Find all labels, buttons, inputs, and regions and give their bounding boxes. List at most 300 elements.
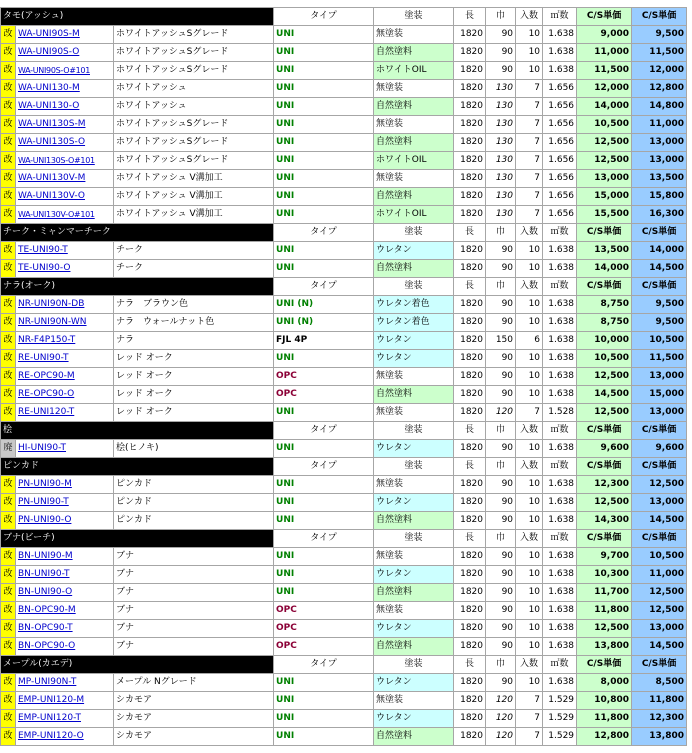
- width-cell: 90: [486, 440, 516, 458]
- status-mark: 改: [1, 44, 16, 62]
- width-cell: 90: [486, 368, 516, 386]
- length-cell: 1820: [454, 674, 486, 692]
- area-cell: 1.638: [543, 332, 577, 350]
- product-code-cell: [16, 80, 114, 98]
- finish-cell: 無塗装: [374, 404, 454, 422]
- product-code-link[interactable]: TE-UNI90-T: [18, 245, 68, 255]
- price-1-cell: 12,500: [577, 494, 632, 512]
- qty-cell: 10: [516, 638, 543, 656]
- qty-cell: 7: [516, 728, 543, 746]
- length-cell: 1820: [454, 602, 486, 620]
- area-cell: 1.529: [543, 692, 577, 710]
- status-mark: 改: [1, 314, 16, 332]
- price-1-cell: 13,000: [577, 170, 632, 188]
- table-row: [1, 314, 687, 332]
- length-cell: 1820: [454, 566, 486, 584]
- table-row: [1, 512, 687, 530]
- price-1-cell: 9,600: [577, 440, 632, 458]
- finish-cell: 自然塗料: [374, 728, 454, 746]
- table-row: [1, 26, 687, 44]
- finish-cell: ウレタン: [374, 350, 454, 368]
- product-code-link[interactable]: HI-UNI90-T: [18, 443, 67, 453]
- product-code-link[interactable]: WA-UNI130S-O: [18, 137, 86, 147]
- table-row: [1, 548, 687, 566]
- product-code-link[interactable]: EMP-UNI120-O: [18, 731, 84, 741]
- area-cell: 1.638: [543, 260, 577, 278]
- length-cell: 1820: [454, 584, 486, 602]
- status-mark: 改: [1, 476, 16, 494]
- status-mark: 改: [1, 386, 16, 404]
- product-code-cell: [16, 206, 114, 224]
- product-code-cell: [16, 170, 114, 188]
- product-code-link[interactable]: PN-UNI90-T: [18, 497, 69, 507]
- length-cell: 1820: [454, 386, 486, 404]
- product-code-cell: [16, 98, 114, 116]
- product-name: メープル Nグレード: [114, 674, 274, 692]
- product-name: ホワイトアッシュSグレード: [114, 134, 274, 152]
- length-cell: 1820: [454, 350, 486, 368]
- header-price-1: C/S単価: [577, 8, 632, 26]
- finish-cell: 無塗装: [374, 116, 454, 134]
- price-2-cell: 12,500: [632, 584, 687, 602]
- header-area: ㎡数: [543, 458, 577, 476]
- price-1-cell: 12,500: [577, 620, 632, 638]
- price-2-cell: 12,800: [632, 80, 687, 98]
- length-cell: 1820: [454, 620, 486, 638]
- price-1-cell: 9,700: [577, 548, 632, 566]
- product-code-link[interactable]: WA-UNI130S-M: [18, 119, 86, 129]
- product-code-link[interactable]: BN-UNI90-O: [18, 587, 73, 597]
- product-code-link[interactable]: WA-UNI130V-O: [18, 191, 85, 201]
- product-code-link[interactable]: EMP-UNI120-M: [18, 695, 85, 705]
- header-price-1: C/S単価: [577, 422, 632, 440]
- width-cell: 130: [486, 98, 516, 116]
- header-price-1: C/S単価: [577, 656, 632, 674]
- product-code-cell: [16, 548, 114, 566]
- qty-cell: 7: [516, 692, 543, 710]
- product-name: ホワイトアッシュSグレード: [114, 26, 274, 44]
- product-name: ブナ: [114, 566, 274, 584]
- product-code-cell: [16, 440, 114, 458]
- price-1-cell: 12,500: [577, 152, 632, 170]
- length-cell: 1820: [454, 134, 486, 152]
- price-2-cell: 14,000: [632, 242, 687, 260]
- length-cell: 1820: [454, 494, 486, 512]
- type-cell: UNI (N): [274, 296, 374, 314]
- table-row: [1, 728, 687, 746]
- price-1-cell: 14,000: [577, 98, 632, 116]
- area-cell: 1.656: [543, 98, 577, 116]
- product-code-cell: [16, 296, 114, 314]
- status-mark: 改: [1, 674, 16, 692]
- status-mark: 改: [1, 62, 16, 80]
- product-code-link[interactable]: WA-UNI90S-O#101: [18, 66, 90, 75]
- section-header-row: [1, 278, 687, 296]
- qty-cell: 10: [516, 476, 543, 494]
- status-mark: 改: [1, 242, 16, 260]
- qty-cell: 7: [516, 188, 543, 206]
- product-code-link[interactable]: NR-F4P150-T: [18, 335, 76, 345]
- status-mark: 改: [1, 728, 16, 746]
- type-cell: OPC: [274, 386, 374, 404]
- table-row: [1, 152, 687, 170]
- product-code-link[interactable]: WA-UNI130V-O#101: [18, 210, 95, 219]
- area-cell: 1.656: [543, 116, 577, 134]
- price-2-cell: 15,800: [632, 188, 687, 206]
- price-1-cell: 9,000: [577, 26, 632, 44]
- product-name: ピンカド: [114, 512, 274, 530]
- product-code-cell: [16, 584, 114, 602]
- product-code-link[interactable]: BN-UNI90-M: [18, 551, 73, 561]
- type-cell: UNI: [274, 674, 374, 692]
- status-mark: 改: [1, 80, 16, 98]
- width-cell: 150: [486, 332, 516, 350]
- status-mark: 改: [1, 350, 16, 368]
- qty-cell: 10: [516, 296, 543, 314]
- qty-cell: 10: [516, 368, 543, 386]
- header-length: 長: [454, 8, 486, 26]
- section-header-row: [1, 656, 687, 674]
- area-cell: 1.529: [543, 710, 577, 728]
- section-header-row: [1, 458, 687, 476]
- product-code-link[interactable]: BN-OPC90-O: [18, 641, 76, 651]
- finish-cell: 自然塗料: [374, 638, 454, 656]
- price-1-cell: 8,750: [577, 314, 632, 332]
- width-cell: 90: [486, 296, 516, 314]
- length-cell: 1820: [454, 296, 486, 314]
- area-cell: 1.638: [543, 242, 577, 260]
- price-1-cell: 10,800: [577, 692, 632, 710]
- product-name: ブナ: [114, 620, 274, 638]
- price-1-cell: 8,750: [577, 296, 632, 314]
- price-2-cell: 13,000: [632, 620, 687, 638]
- section-title: ブナ(ビーチ): [1, 530, 274, 548]
- width-cell: 130: [486, 134, 516, 152]
- header-length: 長: [454, 458, 486, 476]
- product-code-cell: [16, 26, 114, 44]
- qty-cell: 10: [516, 242, 543, 260]
- price-2-cell: 10,500: [632, 332, 687, 350]
- finish-cell: 自然塗料: [374, 44, 454, 62]
- length-cell: 1820: [454, 170, 486, 188]
- length-cell: 1820: [454, 476, 486, 494]
- type-cell: OPC: [274, 602, 374, 620]
- length-cell: 1820: [454, 152, 486, 170]
- product-name: ブナ: [114, 638, 274, 656]
- width-cell: 120: [486, 710, 516, 728]
- product-code-cell: [16, 710, 114, 728]
- type-cell: UNI: [274, 350, 374, 368]
- length-cell: 1820: [454, 638, 486, 656]
- header-area: ㎡数: [543, 422, 577, 440]
- product-code-link[interactable]: MP-UNI90N-T: [18, 677, 77, 687]
- product-code-cell: [16, 260, 114, 278]
- header-qty: 入数: [516, 8, 543, 26]
- finish-cell: ウレタン: [374, 494, 454, 512]
- length-cell: 1820: [454, 188, 486, 206]
- product-name: ホワイトアッシュSグレード: [114, 116, 274, 134]
- header-finish: 塗装: [374, 656, 454, 674]
- product-code-link[interactable]: NR-UNI90N-DB: [18, 299, 85, 309]
- product-code-link[interactable]: RE-UNI90-T: [18, 353, 69, 363]
- price-2-cell: 11,000: [632, 566, 687, 584]
- header-qty: 入数: [516, 656, 543, 674]
- qty-cell: 10: [516, 602, 543, 620]
- status-mark: 改: [1, 620, 16, 638]
- price-2-cell: 12,000: [632, 62, 687, 80]
- product-code-link[interactable]: TE-UNI90-O: [18, 263, 71, 273]
- product-code-link[interactable]: PN-UNI90-O: [18, 515, 72, 525]
- header-length: 長: [454, 224, 486, 242]
- header-area: ㎡数: [543, 8, 577, 26]
- qty-cell: 10: [516, 314, 543, 332]
- type-cell: UNI: [274, 44, 374, 62]
- length-cell: 1820: [454, 548, 486, 566]
- length-cell: 1820: [454, 98, 486, 116]
- header-finish: 塗装: [374, 278, 454, 296]
- finish-cell: 自然塗料: [374, 584, 454, 602]
- header-type: タイプ: [274, 458, 374, 476]
- area-cell: 1.638: [543, 638, 577, 656]
- product-code-link[interactable]: NR-UNI90N-WN: [18, 317, 87, 327]
- product-name: ナラ: [114, 332, 274, 350]
- section-title: ナラ(オーク): [1, 278, 274, 296]
- type-cell: UNI: [274, 728, 374, 746]
- type-cell: UNI: [274, 26, 374, 44]
- price-1-cell: 10,000: [577, 332, 632, 350]
- product-name: レッド オーク: [114, 368, 274, 386]
- product-code-cell: [16, 494, 114, 512]
- product-code-cell: [16, 476, 114, 494]
- width-cell: 90: [486, 476, 516, 494]
- product-code-link[interactable]: RE-OPC90-M: [18, 371, 75, 381]
- header-width: 巾: [486, 224, 516, 242]
- area-cell: 1.638: [543, 512, 577, 530]
- status-mark: 改: [1, 548, 16, 566]
- type-cell: UNI: [274, 188, 374, 206]
- qty-cell: 7: [516, 80, 543, 98]
- header-price-2: C/S単価: [632, 278, 687, 296]
- product-code-link[interactable]: WA-UNI90S-M: [18, 29, 80, 39]
- price-2-cell: 13,000: [632, 152, 687, 170]
- status-mark: 改: [1, 116, 16, 134]
- status-mark: 改: [1, 206, 16, 224]
- area-cell: 1.638: [543, 314, 577, 332]
- table-row: [1, 350, 687, 368]
- status-mark: 改: [1, 710, 16, 728]
- status-mark: 改: [1, 188, 16, 206]
- type-cell: OPC: [274, 638, 374, 656]
- price-2-cell: 10,500: [632, 548, 687, 566]
- header-width: 巾: [486, 656, 516, 674]
- product-code-cell: [16, 620, 114, 638]
- price-1-cell: 14,500: [577, 386, 632, 404]
- price-2-cell: 11,500: [632, 44, 687, 62]
- area-cell: 1.638: [543, 440, 577, 458]
- qty-cell: 10: [516, 440, 543, 458]
- length-cell: 1820: [454, 512, 486, 530]
- header-finish: 塗装: [374, 8, 454, 26]
- header-area: ㎡数: [543, 656, 577, 674]
- status-mark: 改: [1, 584, 16, 602]
- product-code-cell: [16, 62, 114, 80]
- header-price-2: C/S単価: [632, 224, 687, 242]
- header-type: タイプ: [274, 224, 374, 242]
- product-code-cell: [16, 116, 114, 134]
- table-row: [1, 260, 687, 278]
- price-2-cell: 13,000: [632, 134, 687, 152]
- header-price-1: C/S単価: [577, 224, 632, 242]
- type-cell: UNI: [274, 62, 374, 80]
- length-cell: 1820: [454, 332, 486, 350]
- header-width: 巾: [486, 8, 516, 26]
- price-2-cell: 14,800: [632, 98, 687, 116]
- section-title: タモ(アッシュ): [1, 8, 274, 26]
- area-cell: 1.638: [543, 26, 577, 44]
- product-code-link[interactable]: WA-UNI130S-O#101: [18, 156, 95, 165]
- finish-cell: 無塗装: [374, 26, 454, 44]
- product-code-link[interactable]: RE-UNI120-T: [18, 407, 75, 417]
- table-row: [1, 638, 687, 656]
- product-code-link[interactable]: WA-UNI90S-O: [18, 47, 80, 57]
- length-cell: 1820: [454, 692, 486, 710]
- area-cell: 1.656: [543, 206, 577, 224]
- header-price-2: C/S単価: [632, 530, 687, 548]
- header-type: タイプ: [274, 422, 374, 440]
- product-code-link[interactable]: WA-UNI130-M: [18, 83, 80, 93]
- qty-cell: 7: [516, 116, 543, 134]
- product-code-cell: [16, 674, 114, 692]
- finish-cell: ホワイトOIL: [374, 152, 454, 170]
- product-code-link[interactable]: BN-OPC90-M: [18, 605, 76, 615]
- area-cell: 1.638: [543, 566, 577, 584]
- type-cell: UNI: [274, 98, 374, 116]
- header-price-2: C/S単価: [632, 458, 687, 476]
- product-name: ブナ: [114, 548, 274, 566]
- price-2-cell: 13,000: [632, 404, 687, 422]
- status-mark: 改: [1, 566, 16, 584]
- qty-cell: 10: [516, 512, 543, 530]
- header-finish: 塗装: [374, 458, 454, 476]
- type-cell: UNI: [274, 206, 374, 224]
- product-code-cell: [16, 638, 114, 656]
- width-cell: 130: [486, 188, 516, 206]
- area-cell: 1.638: [543, 494, 577, 512]
- product-code-link[interactable]: WA-UNI130-O: [18, 101, 80, 111]
- price-2-cell: 14,500: [632, 512, 687, 530]
- status-mark: 改: [1, 332, 16, 350]
- finish-cell: ウレタン: [374, 710, 454, 728]
- price-1-cell: 10,500: [577, 116, 632, 134]
- header-qty: 入数: [516, 278, 543, 296]
- price-1-cell: 11,700: [577, 584, 632, 602]
- width-cell: 120: [486, 728, 516, 746]
- qty-cell: 7: [516, 134, 543, 152]
- finish-cell: 無塗装: [374, 692, 454, 710]
- length-cell: 1820: [454, 80, 486, 98]
- width-cell: 90: [486, 602, 516, 620]
- width-cell: 90: [486, 548, 516, 566]
- header-length: 長: [454, 656, 486, 674]
- product-code-link[interactable]: WA-UNI130V-M: [18, 173, 86, 183]
- area-cell: 1.638: [543, 368, 577, 386]
- section-title: ピンカド: [1, 458, 274, 476]
- qty-cell: 10: [516, 62, 543, 80]
- area-cell: 1.638: [543, 584, 577, 602]
- price-1-cell: 10,500: [577, 350, 632, 368]
- finish-cell: 無塗装: [374, 476, 454, 494]
- product-name: ナラ ブラウン色: [114, 296, 274, 314]
- price-1-cell: 12,500: [577, 134, 632, 152]
- qty-cell: 10: [516, 494, 543, 512]
- section-title: 桧: [1, 422, 274, 440]
- status-mark: 改: [1, 26, 16, 44]
- product-name: ホワイトアッシュSグレード: [114, 62, 274, 80]
- area-cell: 1.638: [543, 296, 577, 314]
- length-cell: 1820: [454, 242, 486, 260]
- product-code-link[interactable]: BN-UNI90-T: [18, 569, 70, 579]
- product-code-link[interactable]: RE-OPC90-O: [18, 389, 75, 399]
- product-code-link[interactable]: PN-UNI90-M: [18, 479, 72, 489]
- product-name: ホワイトアッシュ: [114, 80, 274, 98]
- product-code-link[interactable]: BN-OPC90-T: [18, 623, 73, 633]
- table-row: [1, 674, 687, 692]
- price-2-cell: 12,500: [632, 476, 687, 494]
- finish-cell: ウレタン: [374, 674, 454, 692]
- status-mark: 改: [1, 512, 16, 530]
- type-cell: UNI: [274, 404, 374, 422]
- product-name: ホワイトアッシュ V溝加工: [114, 170, 274, 188]
- type-cell: UNI: [274, 152, 374, 170]
- table-row: [1, 404, 687, 422]
- width-cell: 90: [486, 674, 516, 692]
- product-code-cell: [16, 728, 114, 746]
- qty-cell: 10: [516, 584, 543, 602]
- price-2-cell: 11,800: [632, 692, 687, 710]
- price-1-cell: 11,500: [577, 62, 632, 80]
- price-2-cell: 13,000: [632, 368, 687, 386]
- width-cell: 90: [486, 350, 516, 368]
- header-area: ㎡数: [543, 278, 577, 296]
- price-1-cell: 12,800: [577, 728, 632, 746]
- area-cell: 1.528: [543, 404, 577, 422]
- qty-cell: 10: [516, 350, 543, 368]
- table-row: [1, 116, 687, 134]
- type-cell: UNI: [274, 440, 374, 458]
- table-row: [1, 620, 687, 638]
- header-price-2: C/S単価: [632, 422, 687, 440]
- product-name: レッド オーク: [114, 386, 274, 404]
- width-cell: 90: [486, 26, 516, 44]
- length-cell: 1820: [454, 710, 486, 728]
- header-length: 長: [454, 422, 486, 440]
- table-row: [1, 494, 687, 512]
- product-name: ブナ: [114, 584, 274, 602]
- header-finish: 塗装: [374, 224, 454, 242]
- width-cell: 90: [486, 512, 516, 530]
- product-name: ホワイトアッシュSグレード: [114, 152, 274, 170]
- price-2-cell: 14,500: [632, 260, 687, 278]
- finish-cell: 自然塗料: [374, 386, 454, 404]
- finish-cell: ウレタン: [374, 332, 454, 350]
- product-code-link[interactable]: EMP-UNI120-T: [18, 713, 81, 723]
- status-mark: 改: [1, 404, 16, 422]
- qty-cell: 10: [516, 386, 543, 404]
- price-1-cell: 12,500: [577, 404, 632, 422]
- status-mark: 改: [1, 296, 16, 314]
- width-cell: 90: [486, 62, 516, 80]
- qty-cell: 7: [516, 206, 543, 224]
